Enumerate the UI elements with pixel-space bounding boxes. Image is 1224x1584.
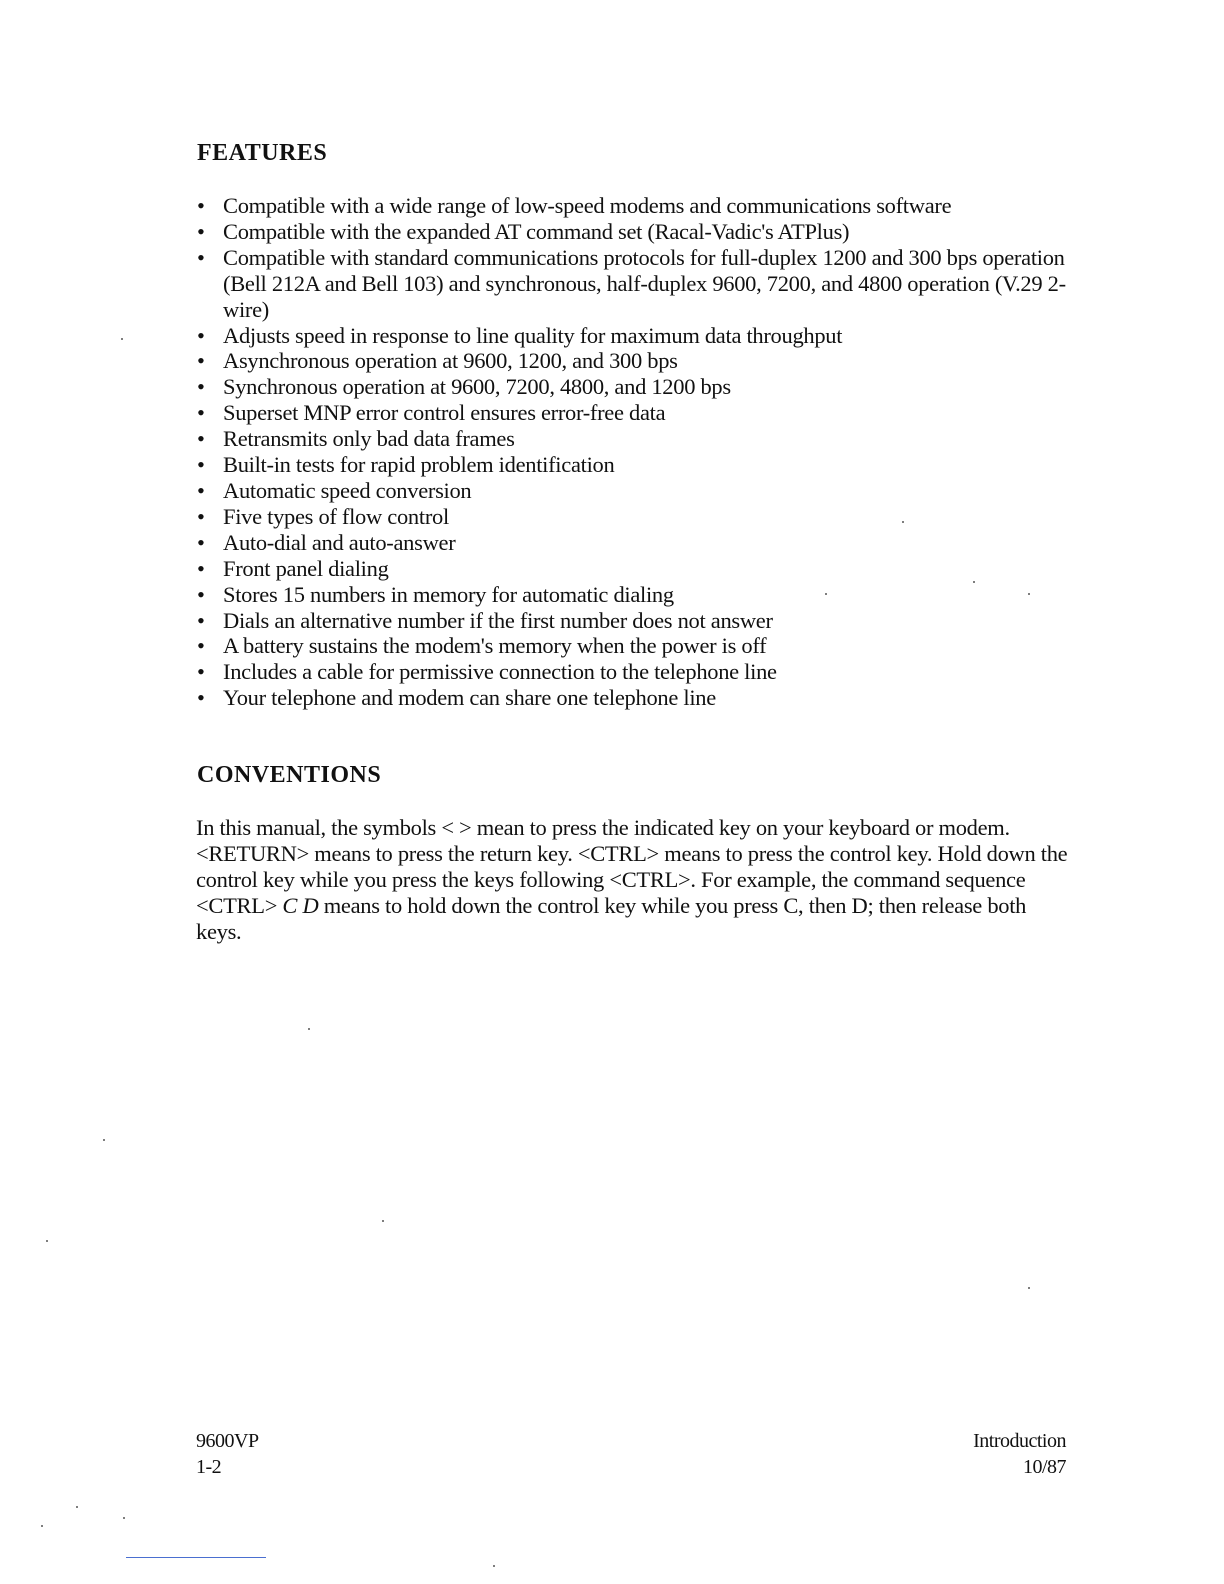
footer-model: 9600VP — [196, 1430, 259, 1452]
scan-speck — [1028, 1287, 1030, 1289]
footer-right — [973, 1428, 1066, 1480]
list-item: • Synchronous operation at 9600, 7200, 4800, and 1200 bps — [197, 374, 1077, 400]
list-item: • Front panel dialing — [197, 556, 1077, 582]
scan-speck — [121, 338, 123, 340]
list-item: • Retransmits only bad data frames — [197, 426, 1077, 452]
conventions-text-part1: In this manual, the symbols < > mean to press the indicated key on your keyboard or modem. <RETURN> means to press the return key. <CTRL> means to press the control key. Hold down the control key while you press the keys following <CTRL>. For example, the command sequence <CTRL> — [196, 815, 1068, 918]
list-item: • Five types of flow control — [197, 504, 1077, 530]
scan-speck — [493, 1565, 495, 1567]
list-item: • Superset MNP error control ensures error-free data — [197, 400, 1077, 426]
list-item: • Your telephone and modem can share one telephone line — [197, 685, 1077, 711]
scan-speck — [902, 521, 904, 523]
footer-left — [196, 1428, 259, 1480]
list-item: • Stores 15 numbers in memory for automatic dialing — [197, 582, 1077, 608]
scan-speck — [103, 1139, 105, 1141]
scan-edge-line — [126, 1557, 266, 1558]
list-item: • A battery sustains the modem's memory when the power is off — [197, 633, 1077, 659]
scan-speck — [46, 1240, 48, 1242]
features-list — [197, 193, 1077, 711]
list-item: • Compatible with standard communications protocols for full-duplex 1200 and 300 bps operation (Bell 212A and Bell 103) and synchronous, half-duplex 9600, 7200, and 4800 operation (V.29 2-wire) — [197, 245, 1077, 323]
features-heading: FEATURES — [197, 140, 328, 166]
list-item: • Adjusts speed in response to line quality for maximum data throughput — [197, 323, 1077, 349]
list-item: • Compatible with a wide range of low-speed modems and communications software — [197, 193, 1077, 219]
footer-page-number: 1-2 — [196, 1456, 222, 1478]
scan-speck — [76, 1506, 78, 1508]
conventions-key-sequence: C D — [282, 892, 319, 918]
conventions-heading: CONVENTIONS — [197, 762, 382, 788]
scan-speck — [973, 581, 975, 583]
list-item: • Compatible with the expanded AT command set (Racal-Vadic's ATPlus) — [197, 219, 1077, 245]
scan-speck — [825, 593, 827, 595]
footer-date: 10/87 — [1022, 1456, 1066, 1478]
footer-section: Introduction — [973, 1430, 1066, 1452]
list-item: • Asynchronous operation at 9600, 1200, and 300 bps — [197, 348, 1077, 374]
conventions-text-part2: means to hold down the control key while you press C, then D; then release both keys. — [196, 892, 1027, 944]
scan-speck — [1028, 593, 1030, 595]
list-item: • Built-in tests for rapid problem identification — [197, 452, 1077, 478]
scan-speck — [123, 1517, 125, 1519]
list-item: • Automatic speed conversion — [197, 478, 1077, 504]
list-item: • Auto-dial and auto-answer — [197, 530, 1077, 556]
conventions-paragraph — [196, 815, 1076, 945]
list-item: • Includes a cable for permissive connection to the telephone line — [197, 659, 1077, 685]
scan-speck — [41, 1525, 43, 1527]
list-item: • Dials an alternative number if the first number does not answer — [197, 608, 1077, 634]
scan-speck — [308, 1028, 310, 1030]
scan-speck — [382, 1220, 384, 1222]
